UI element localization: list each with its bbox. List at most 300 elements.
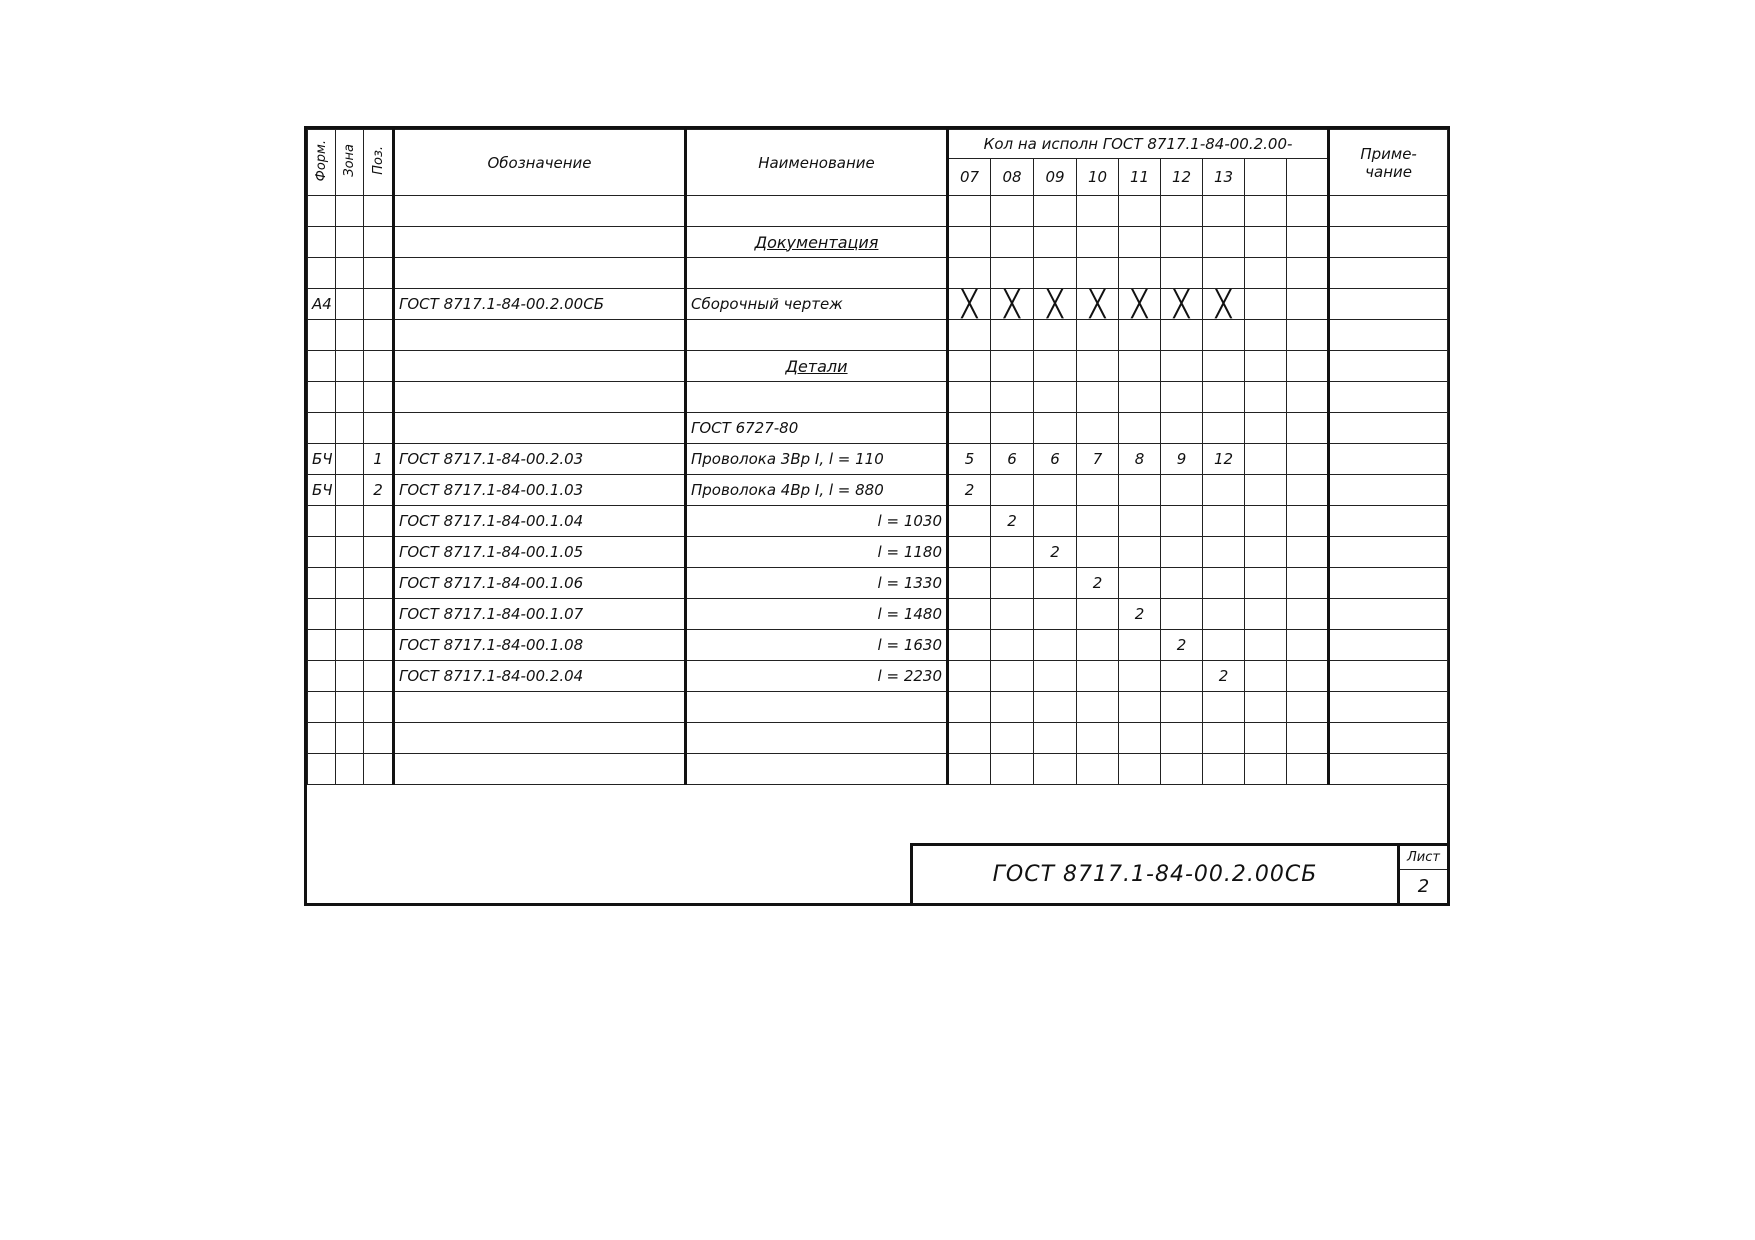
header-variant: 13 [1203,159,1245,196]
cell-name: l = 2230 [686,661,948,692]
document-code: ГОСТ 8717.1-84-00.2.00СБ [992,862,1318,887]
header-variant: 08 [991,159,1034,196]
cell-note [1329,413,1448,444]
cell-name [686,258,948,289]
cell-qty [991,599,1034,630]
cell-qty [1203,537,1245,568]
cell-qty [1203,227,1245,258]
cell-qty: 9 [1161,444,1203,475]
table-row [308,692,1448,723]
specification-table [307,129,1448,785]
cell-zone [336,692,364,723]
cell-form: А4 [308,289,336,320]
cell-qty [1077,413,1119,444]
cell-qty [991,754,1034,785]
cell-qty [991,568,1034,599]
cell-qty [1203,506,1245,537]
header-variant: 10 [1077,159,1119,196]
cell-form [308,382,336,413]
cell-zone [336,599,364,630]
cell-qty [1119,382,1161,413]
cell-note [1329,506,1448,537]
cell-qty [948,599,991,630]
cell-zone [336,723,364,754]
cell-designation: ГОСТ 8717.1-84-00.1.05 [394,537,686,568]
cell-designation: ГОСТ 8717.1-84-00.1.04 [394,506,686,537]
cell-qty [991,692,1034,723]
cell-qty [1034,475,1077,506]
cell-qty [948,289,991,320]
header-name: Наименование [686,130,948,196]
cell-pos [364,413,394,444]
cell-form [308,506,336,537]
cell-form: БЧ [308,444,336,475]
cell-form [308,196,336,227]
cell-qty [1161,723,1203,754]
cell-designation [394,351,686,382]
cell-qty [1119,196,1161,227]
cell-note [1329,289,1448,320]
cell-name: l = 1480 [686,599,948,630]
cell-qty: 6 [1034,444,1077,475]
cell-pos [364,320,394,351]
cell-form [308,258,336,289]
header-variant: 11 [1119,159,1161,196]
cell-designation [394,320,686,351]
cross-mark-icon: ╳ [1089,289,1106,319]
cell-qty [1245,475,1287,506]
header-variant [1245,159,1287,196]
cell-pos [364,537,394,568]
cell-name [686,754,948,785]
cell-pos [364,258,394,289]
cell-qty [1119,227,1161,258]
cell-qty [1245,692,1287,723]
cell-qty [1034,599,1077,630]
cell-qty [1203,320,1245,351]
cell-qty: 2 [948,475,991,506]
cell-qty [1077,289,1119,320]
table-row [308,723,1448,754]
cell-note [1329,661,1448,692]
cell-qty [991,382,1034,413]
cell-zone [336,351,364,382]
section-heading: Документация [754,232,879,252]
cell-section [686,227,948,258]
cell-qty [1287,661,1329,692]
cell-qty [1287,568,1329,599]
cell-qty [948,320,991,351]
cell-qty [991,537,1034,568]
cell-form [308,351,336,382]
cell-qty [1287,320,1329,351]
cell-qty [1287,754,1329,785]
cell-name: Сборочный чертеж [686,289,948,320]
cell-pos [364,661,394,692]
cell-note [1329,475,1448,506]
cell-name [686,320,948,351]
table-row [308,258,1448,289]
cell-qty [991,289,1034,320]
cell-qty [991,320,1034,351]
cell-qty [1119,413,1161,444]
cell-pos [364,227,394,258]
cell-qty [1245,444,1287,475]
header-variant [1287,159,1329,196]
cell-qty [1245,227,1287,258]
cell-qty [1119,723,1161,754]
cell-pos [364,351,394,382]
cell-form [308,568,336,599]
cell-form [308,413,336,444]
cell-zone [336,196,364,227]
table-row [308,382,1448,413]
cell-zone [336,289,364,320]
cell-qty [948,506,991,537]
cell-qty [948,723,991,754]
cell-qty [1245,320,1287,351]
cell-pos: 1 [364,444,394,475]
table-row [308,351,1448,382]
cell-designation: ГОСТ 8717.1-84-00.2.03 [394,444,686,475]
cell-qty [1161,475,1203,506]
cross-mark-icon: ╳ [1131,289,1148,319]
cell-qty: 2 [991,506,1034,537]
cell-qty [1287,630,1329,661]
cell-qty [991,630,1034,661]
cell-qty [1077,754,1119,785]
cell-qty [1245,599,1287,630]
cell-qty [1161,413,1203,444]
cell-qty: 2 [1161,630,1203,661]
cell-qty [1287,351,1329,382]
cell-qty [1161,506,1203,537]
cell-note [1329,537,1448,568]
cell-qty [1161,351,1203,382]
cell-note [1329,444,1448,475]
cell-qty [1245,723,1287,754]
cell-qty [948,630,991,661]
table-row [308,196,1448,227]
cell-qty [1034,289,1077,320]
cell-qty [1287,506,1329,537]
cell-qty [1034,568,1077,599]
cell-name: Проволока 4Вр I, l = 880 [686,475,948,506]
cell-qty [1287,444,1329,475]
cell-qty [1245,754,1287,785]
cell-note [1329,196,1448,227]
cell-qty [1077,630,1119,661]
cell-qty [991,196,1034,227]
cross-mark-icon: ╳ [1047,289,1063,319]
cell-qty [991,227,1034,258]
cell-qty [948,227,991,258]
cell-designation: ГОСТ 8717.1-84-00.1.08 [394,630,686,661]
cell-qty [1119,258,1161,289]
cell-designation [394,382,686,413]
cell-note [1329,258,1448,289]
table-row [308,661,1448,692]
header-pos: Поз. [364,130,394,196]
cell-pos [364,506,394,537]
cell-qty [1203,196,1245,227]
cell-pos [364,568,394,599]
cell-qty: 8 [1119,444,1161,475]
cell-zone [336,630,364,661]
cell-qty [1077,723,1119,754]
cross-mark-icon: ╳ [1215,289,1232,319]
cell-zone [336,227,364,258]
cell-qty [991,258,1034,289]
cell-qty [1161,320,1203,351]
sheet-box [1397,846,1447,903]
cell-name: Проволока 3Вр I, l = 110 [686,444,948,475]
cell-qty [1287,537,1329,568]
cell-qty [948,661,991,692]
cell-zone [336,475,364,506]
cell-qty [1287,227,1329,258]
cell-form [308,537,336,568]
cell-qty [1203,413,1245,444]
cell-qty [1119,475,1161,506]
cell-name: ГОСТ 6727-80 [686,413,948,444]
cell-qty [1119,754,1161,785]
cell-qty [1161,692,1203,723]
cell-pos [364,723,394,754]
cell-designation: ГОСТ 8717.1-84-00.1.07 [394,599,686,630]
cell-name [686,196,948,227]
cell-pos [364,289,394,320]
cell-qty [1203,382,1245,413]
cell-pos [364,599,394,630]
cell-qty [1077,599,1119,630]
cell-qty [1119,289,1161,320]
cell-qty [1034,382,1077,413]
cell-qty [948,351,991,382]
cell-qty [1161,382,1203,413]
cell-qty [1161,661,1203,692]
cell-qty [1119,351,1161,382]
cross-mark-icon: ╳ [1004,289,1020,319]
cell-qty: 2 [1034,537,1077,568]
cell-name [686,723,948,754]
cell-note [1329,568,1448,599]
cell-pos: 2 [364,475,394,506]
cell-qty [1119,537,1161,568]
cell-qty [1034,196,1077,227]
cell-qty [1245,289,1287,320]
table-row [308,754,1448,785]
cell-designation: ГОСТ 8717.1-84-00.2.04 [394,661,686,692]
cell-note [1329,227,1448,258]
cell-qty [1203,258,1245,289]
cell-qty [1287,475,1329,506]
cell-note [1329,723,1448,754]
cell-form [308,227,336,258]
cell-form [308,599,336,630]
cell-pos [364,692,394,723]
cell-designation [394,258,686,289]
header-variant: 09 [1034,159,1077,196]
cell-qty [1287,258,1329,289]
cell-qty [1077,258,1119,289]
cell-qty [1161,227,1203,258]
cell-form [308,692,336,723]
cell-qty [1245,630,1287,661]
cell-zone [336,382,364,413]
cell-qty [1119,320,1161,351]
cell-qty [1287,289,1329,320]
cell-qty [1161,258,1203,289]
cell-qty [1245,661,1287,692]
table-row [308,444,1448,475]
cell-note [1329,630,1448,661]
cell-qty [1119,692,1161,723]
cell-form: БЧ [308,475,336,506]
table-row [308,568,1448,599]
table-row [308,320,1448,351]
cell-qty [1203,692,1245,723]
header-qty-title: Кол на исполн ГОСТ 8717.1-84-00.2.00- [948,130,1329,159]
cell-zone [336,568,364,599]
cell-qty [1203,630,1245,661]
cell-qty [948,413,991,444]
cell-designation [394,196,686,227]
cell-zone [336,754,364,785]
cell-qty [1287,413,1329,444]
cell-qty [1245,258,1287,289]
section-heading: Детали [785,356,848,376]
table-row [308,630,1448,661]
header-variant: 12 [1161,159,1203,196]
cell-qty [1203,351,1245,382]
cell-qty [1203,289,1245,320]
cell-qty [1034,506,1077,537]
cell-qty [1161,599,1203,630]
cell-name: l = 1180 [686,537,948,568]
table-row [308,506,1448,537]
cell-qty [1077,506,1119,537]
cell-note [1329,599,1448,630]
cell-qty [1203,599,1245,630]
cell-note [1329,320,1448,351]
cell-qty [1287,692,1329,723]
cell-qty [1203,568,1245,599]
cell-qty [948,754,991,785]
cross-mark-icon: ╳ [1173,289,1190,319]
cell-note [1329,754,1448,785]
cell-name: l = 1030 [686,506,948,537]
cell-qty [1245,382,1287,413]
cell-note [1329,351,1448,382]
cell-zone [336,258,364,289]
cell-qty [1245,537,1287,568]
cell-qty [1119,506,1161,537]
cell-qty [1077,475,1119,506]
cell-form [308,754,336,785]
cell-qty [1119,661,1161,692]
cell-qty [948,382,991,413]
cell-designation [394,413,686,444]
table-row [308,289,1448,320]
cell-name: l = 1630 [686,630,948,661]
cell-qty [1077,196,1119,227]
cell-pos [364,196,394,227]
cell-designation [394,227,686,258]
cell-qty [1203,723,1245,754]
cell-qty [1245,506,1287,537]
cell-designation: ГОСТ 8717.1-84-00.1.03 [394,475,686,506]
cell-qty: 5 [948,444,991,475]
cell-qty [1077,537,1119,568]
cell-name: l = 1330 [686,568,948,599]
cell-qty: 7 [1077,444,1119,475]
cell-qty [1287,196,1329,227]
cell-form [308,661,336,692]
cell-qty [1119,630,1161,661]
cell-qty [1161,537,1203,568]
cell-qty [948,258,991,289]
cell-note [1329,692,1448,723]
cell-qty: 6 [991,444,1034,475]
cell-form [308,320,336,351]
cell-qty [1161,754,1203,785]
cell-designation: ГОСТ 8717.1-84-00.1.06 [394,568,686,599]
cell-qty: 2 [1077,568,1119,599]
header-form: Форм. [308,130,336,196]
cell-qty [1119,568,1161,599]
cell-designation [394,754,686,785]
header-zone: Зона [336,130,364,196]
cell-name [686,692,948,723]
cell-qty [1161,568,1203,599]
cell-zone [336,320,364,351]
cell-qty [1203,754,1245,785]
cell-qty [1161,289,1203,320]
cell-qty [1077,351,1119,382]
table-row [308,413,1448,444]
cell-qty [991,351,1034,382]
table-row [308,475,1448,506]
cell-qty [991,413,1034,444]
cell-name [686,382,948,413]
cell-qty [1034,351,1077,382]
cell-qty [1245,568,1287,599]
cell-designation [394,723,686,754]
cell-qty [1034,754,1077,785]
cell-qty [948,537,991,568]
header-designation: Обозначение [394,130,686,196]
cell-qty [1077,692,1119,723]
cell-qty [1077,227,1119,258]
cell-qty [948,196,991,227]
cell-qty [1245,413,1287,444]
cell-qty [1077,382,1119,413]
cell-qty [1034,630,1077,661]
cell-qty [991,475,1034,506]
cell-zone [336,413,364,444]
cell-qty [1077,661,1119,692]
cell-pos [364,382,394,413]
cell-note [1329,382,1448,413]
cell-qty [948,692,991,723]
cell-zone [336,506,364,537]
cell-qty [991,723,1034,754]
cell-qty [1245,351,1287,382]
table-row [308,537,1448,568]
cell-qty [1287,382,1329,413]
cell-qty [1203,475,1245,506]
